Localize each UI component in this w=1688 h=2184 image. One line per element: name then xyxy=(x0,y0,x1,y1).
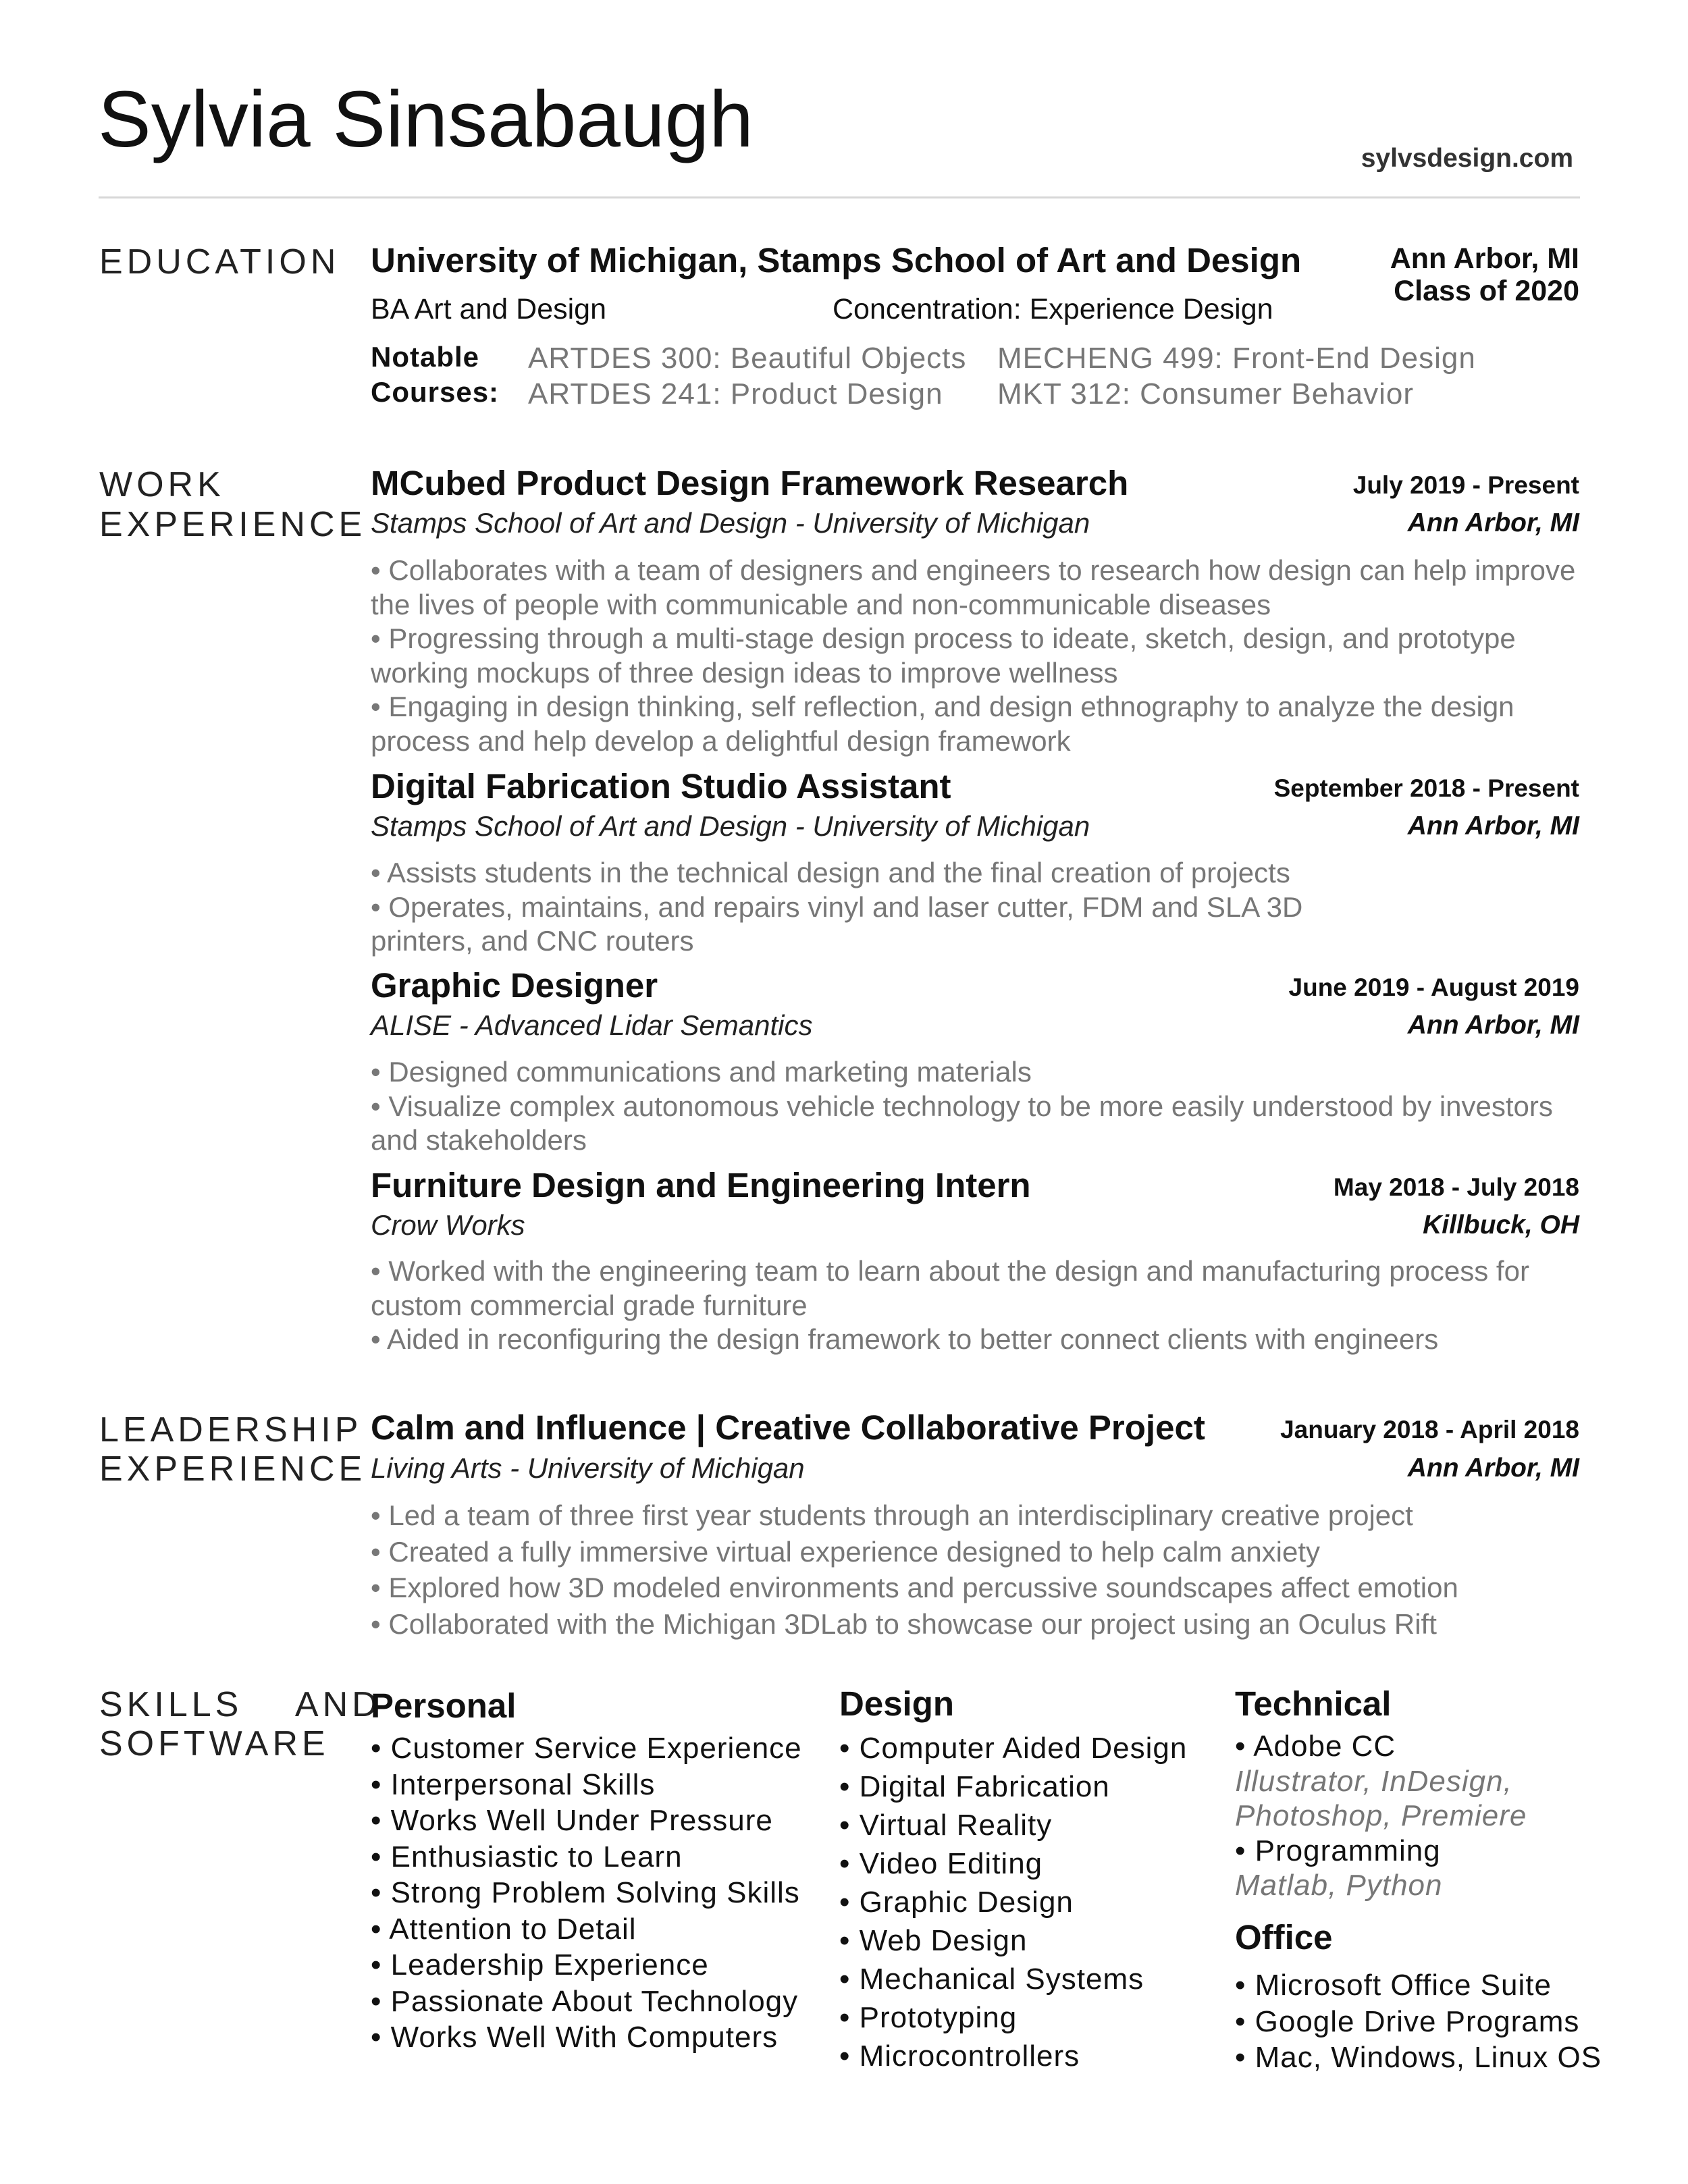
list-item: • Graphic Design xyxy=(839,1886,1074,1919)
job-organization: Crow Works xyxy=(371,1209,525,1241)
section-label-work: WORK xyxy=(99,465,225,504)
list-item: • Mac, Windows, Linux OS xyxy=(1235,2041,1602,2074)
section-label-education: EDUCATION xyxy=(99,242,340,282)
list-item: • Progressing through a multi-stage design process to ideate, sketch, design, and prototype working mockups of three design ideas to improve wellness xyxy=(371,622,1516,689)
job-dates: May 2018 - July 2018 xyxy=(1333,1173,1579,1201)
list-item: • Microcontrollers xyxy=(839,2040,1080,2073)
project-location: Ann Arbor, MI xyxy=(1407,1454,1579,1483)
course-item: ARTDES 300: Beautiful Objects xyxy=(528,342,967,375)
job-location: Ann Arbor, MI xyxy=(1407,1011,1579,1040)
list-item: • Mechanical Systems xyxy=(839,1963,1144,1996)
job-title: Digital Fabrication Studio Assistant xyxy=(371,767,951,805)
courses-label: Courses: xyxy=(371,376,500,408)
website-link[interactable]: sylvsdesign.com xyxy=(1361,144,1573,173)
list-item: • Digital Fabrication xyxy=(839,1770,1110,1803)
list-item: • Programming xyxy=(1235,1834,1441,1867)
list-item: • Microsoft Office Suite xyxy=(1235,1969,1552,2002)
course-item: MECHENG 499: Front-End Design xyxy=(997,342,1476,375)
list-item: • Designed communications and marketing materials xyxy=(371,1056,1032,1088)
skill-heading-technical: Technical xyxy=(1235,1684,1392,1723)
list-item: • Collaborated with the Michigan 3DLab to showcase our project using an Oculus Rift xyxy=(371,1607,1437,1640)
list-item: • Attention to Detail xyxy=(371,1912,637,1946)
job-dates: July 2019 - Present xyxy=(1352,471,1579,499)
list-item: • Adobe CC xyxy=(1235,1730,1396,1763)
list-item: • Enthusiastic to Learn xyxy=(371,1840,683,1873)
school-name: University of Michigan, Stamps School of Art and Design xyxy=(371,241,1302,279)
list-item: • Video Editing xyxy=(839,1847,1043,1880)
list-item: • Interpersonal Skills xyxy=(371,1767,656,1801)
list-item: • Computer Aided Design xyxy=(839,1732,1188,1765)
list-item: • Virtual Reality xyxy=(839,1809,1053,1842)
section-label-leadership: LEADERSHIP xyxy=(99,1410,363,1449)
skill-list-office xyxy=(1235,1967,1602,2076)
job-title: MCubed Product Design Framework Research xyxy=(371,464,1129,502)
section-label-leadership: EXPERIENCE xyxy=(99,1449,367,1489)
list-item-detail: Illustrator, InDesign, xyxy=(1235,1764,1512,1798)
list-item: • Strong Problem Solving Skills xyxy=(371,1876,800,1909)
list-item-detail: Matlab, Python xyxy=(1235,1869,1443,1902)
job-bullets xyxy=(371,554,1579,758)
degree: BA Art and Design xyxy=(371,293,606,325)
job-dates: September 2018 - Present xyxy=(1273,774,1579,802)
job-bullets xyxy=(371,856,1579,959)
list-item: • Google Drive Programs xyxy=(1235,2004,1580,2038)
skill-list-personal xyxy=(371,1730,802,2056)
courses-label: Notable xyxy=(371,341,480,373)
list-item: • Led a team of three first year students through an interdisciplinary creative project xyxy=(371,1499,1413,1531)
list-item: • Passionate About Technology xyxy=(371,1984,799,2018)
project-title: Calm and Influence | Creative Collaborative Project xyxy=(371,1408,1205,1447)
section-label-work: EXPERIENCE xyxy=(99,505,367,544)
list-item: • Works Well With Computers xyxy=(371,2021,779,2054)
skill-heading-design: Design xyxy=(839,1684,955,1723)
skill-heading-office: Office xyxy=(1235,1918,1333,1956)
job-dates: June 2019 - August 2019 xyxy=(1288,974,1579,1001)
header-divider xyxy=(99,196,1580,198)
section-label-skills xyxy=(99,1684,381,1725)
list-item: • Leadership Experience xyxy=(371,1948,709,1981)
list-item: • Prototyping xyxy=(839,2001,1018,2034)
list-item: • Collaborates with a team of designers and engineers to research how design can help improve the lives of people with communicable and non-communicable diseases xyxy=(371,554,1576,620)
job-bullets xyxy=(371,1254,1579,1357)
job-location: Ann Arbor, MI xyxy=(1407,811,1579,841)
concentration: Concentration: Experience Design xyxy=(833,293,1273,325)
list-item: • Created a fully immersive virtual experience designed to help calm anxiety xyxy=(371,1535,1321,1568)
list-item: • Visualize complex autonomous vehicle technology to be more easily understood by investors and stakeholders xyxy=(371,1090,1553,1156)
skill-list-design xyxy=(839,1729,1187,2075)
job-title: Furniture Design and Engineering Intern xyxy=(371,1166,1031,1204)
list-item-detail: Photoshop, Premiere xyxy=(1235,1799,1527,1832)
list-item: • Web Design xyxy=(839,1924,1028,1957)
list-item: • Explored how 3D modeled environments and percussive soundscapes affect emotion xyxy=(371,1572,1458,1603)
section-label-skills: SOFTWARE xyxy=(99,1724,329,1763)
list-item: • Aided in reconfiguring the design framework to better connect clients with engineers xyxy=(371,1323,1439,1355)
job-organization: Stamps School of Art and Design - University of Michigan xyxy=(371,810,1090,842)
skill-heading-personal: Personal xyxy=(371,1686,517,1725)
job-location: Killbuck, OH xyxy=(1423,1210,1579,1240)
job-location: Ann Arbor, MI xyxy=(1407,508,1579,537)
project-bullets xyxy=(371,1497,1579,1642)
list-item: • Engaging in design thinking, self reflection, and design ethnography to analyze the design process and help develop a delightful design framework xyxy=(371,691,1514,757)
project-dates: January 2018 - April 2018 xyxy=(1280,1416,1579,1443)
section-label-skills-text: SKILLS AND xyxy=(99,1685,381,1724)
skill-list-technical xyxy=(1235,1729,1527,1903)
course-item: MKT 312: Consumer Behavior xyxy=(997,377,1415,410)
job-organization: Stamps School of Art and Design - University of Michigan xyxy=(371,507,1090,539)
list-item: • Customer Service Experience xyxy=(371,1732,802,1765)
class-year: Class of 2020 xyxy=(1394,275,1579,307)
job-bullets xyxy=(371,1055,1579,1158)
list-item: • Worked with the engineering team to learn about the design and manufacturing process for custom commercial grade furniture xyxy=(371,1255,1529,1321)
list-item: • Operates, maintains, and repairs vinyl and laser cutter, FDM and SLA 3D printers, and CNC routers xyxy=(371,890,1303,957)
course-item: ARTDES 241: Product Design xyxy=(528,377,943,410)
candidate-name: Sylvia Sinsabaugh xyxy=(98,75,754,164)
list-item: • Works Well Under Pressure xyxy=(371,1804,773,1837)
school-location: Ann Arbor, MI xyxy=(1390,242,1579,275)
job-title: Graphic Designer xyxy=(371,966,658,1005)
list-item: • Assists students in the technical design and the final creation of projects xyxy=(371,857,1290,888)
job-organization: ALISE - Advanced Lidar Semantics xyxy=(371,1009,813,1041)
project-organization: Living Arts - University of Michigan xyxy=(371,1452,805,1484)
